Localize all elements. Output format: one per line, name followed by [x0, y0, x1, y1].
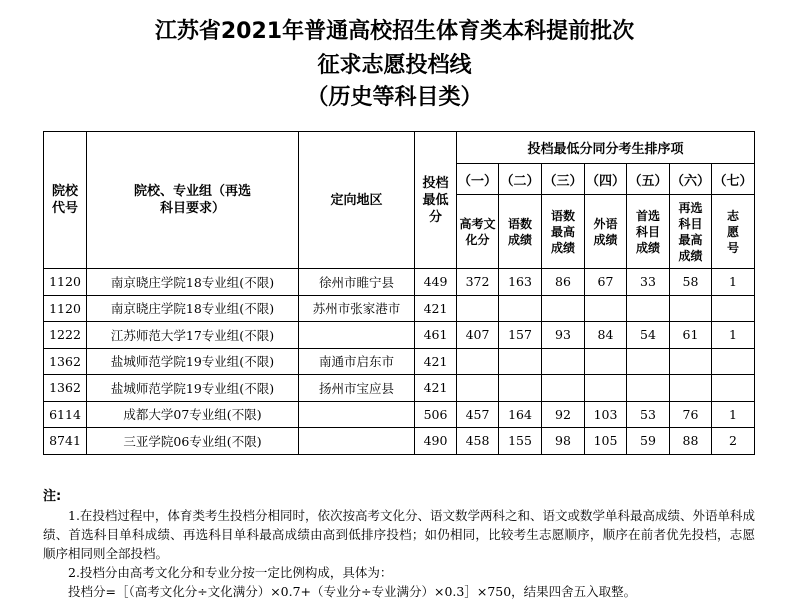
cell-score: 421 [415, 375, 457, 402]
cell-v2 [499, 295, 542, 322]
header-sub-num-4: （四） [585, 164, 627, 195]
header-tiebreak-group: 投档最低分同分考生排序项 [457, 132, 755, 164]
cell-v6 [670, 375, 712, 402]
cell-school: 盐城师范学院19专业组(不限) [87, 375, 299, 402]
cell-code: 1362 [44, 375, 87, 402]
cell-score: 449 [415, 269, 457, 296]
table-row [44, 401, 755, 428]
cell-v3: 92 [542, 401, 585, 428]
cell-code: 8741 [44, 428, 87, 455]
cell-v4: 105 [585, 428, 627, 455]
cell-region: 扬州市宝应县 [299, 375, 415, 402]
cell-score: 461 [415, 322, 457, 349]
cell-region: 徐州市睢宁县 [299, 269, 415, 296]
notes-section [43, 487, 755, 601]
header-sub-num-3: （三） [542, 164, 585, 195]
cell-score: 421 [415, 348, 457, 375]
cell-v3 [542, 375, 585, 402]
note-formula: 投档分=［（高考文化分÷文化满分）×0.7+（专业分÷专业满分）×0.3］×750，结果四舍五入取整。 [68, 584, 637, 599]
cell-score: 490 [415, 428, 457, 455]
cell-v2 [499, 375, 542, 402]
cell-v3: 93 [542, 322, 585, 349]
cell-v5 [627, 295, 670, 322]
note-1: 1.在投档过程中，体育类考生投档分相同时，依次按高考文化分、语文数学两科之和、语文或数学单科最高成绩、外语单科成绩、首选科目单科成绩、再选科目单科最高成绩由高到低排序投档；如仍相同，比较考生志愿顺序，顺序在前者优先投档，志愿顺序相同则全部投档。 [43, 508, 755, 561]
cell-v7 [712, 295, 755, 322]
cell-code: 6114 [44, 401, 87, 428]
cell-v5: 53 [627, 401, 670, 428]
header-sub-label-7: 志愿号 [712, 195, 755, 269]
table-row [44, 375, 755, 402]
cell-school: 江苏师范大学17专业组(不限) [87, 322, 299, 349]
cell-score: 421 [415, 295, 457, 322]
notes-heading: 注: [43, 489, 62, 504]
header-sub-num-5: （五） [627, 164, 670, 195]
cell-v6: 61 [670, 322, 712, 349]
cell-score: 506 [415, 401, 457, 428]
cell-school: 三亚学院06专业组(不限) [87, 428, 299, 455]
cell-region [299, 401, 415, 428]
cell-v4 [585, 295, 627, 322]
cell-v2: 164 [499, 401, 542, 428]
table-row [44, 348, 755, 375]
table-row [44, 269, 755, 296]
cell-v5 [627, 375, 670, 402]
cell-v1 [457, 295, 499, 322]
cell-v6: 88 [670, 428, 712, 455]
document-title: 江苏省2021年普通高校招生体育类本科提前批次 [154, 19, 635, 44]
cell-v6 [670, 295, 712, 322]
cell-code: 1222 [44, 322, 87, 349]
cell-school: 成都大学07专业组(不限) [87, 401, 299, 428]
cell-region: 南通市启东市 [299, 348, 415, 375]
note-2: 2.投档分由高考文化分和专业分按一定比例构成，具体为： [68, 565, 393, 580]
header-sub-label-4: 外语成绩 [585, 195, 627, 269]
cell-v3: 98 [542, 428, 585, 455]
header-sub-label-1: 高考文化分 [457, 195, 499, 269]
cell-v5: 59 [627, 428, 670, 455]
header-code: 院校代号 [44, 132, 87, 269]
cell-v4: 67 [585, 269, 627, 296]
cell-v3: 86 [542, 269, 585, 296]
cell-code: 1120 [44, 295, 87, 322]
cell-v4 [585, 348, 627, 375]
cell-school: 南京晓庄学院18专业组(不限) [87, 295, 299, 322]
cell-v2: 155 [499, 428, 542, 455]
header-sub-label-2: 语数成绩 [499, 195, 542, 269]
cell-v5: 33 [627, 269, 670, 296]
cell-v7: 1 [712, 322, 755, 349]
cell-school: 盐城师范学院19专业组(不限) [87, 348, 299, 375]
cell-v7 [712, 375, 755, 402]
header-sub-num-6: （六） [670, 164, 712, 195]
header-sub-label-5: 首选科目成绩 [627, 195, 670, 269]
cell-region [299, 322, 415, 349]
cell-v1: 372 [457, 269, 499, 296]
cell-v4: 103 [585, 401, 627, 428]
cell-v1 [457, 375, 499, 402]
header-region: 定向地区 [299, 132, 415, 269]
cell-v5 [627, 348, 670, 375]
cell-school: 南京晓庄学院18专业组(不限) [87, 269, 299, 296]
cell-v1: 457 [457, 401, 499, 428]
cell-v5: 54 [627, 322, 670, 349]
cell-v7: 1 [712, 401, 755, 428]
header-school: 院校、专业组（再选科目要求） [87, 132, 299, 269]
cell-v3 [542, 295, 585, 322]
cell-v1 [457, 348, 499, 375]
admission-score-table [43, 131, 755, 455]
cell-v6: 58 [670, 269, 712, 296]
header-sub-label-3: 语数最高成绩 [542, 195, 585, 269]
header-sub-num-1: （一） [457, 164, 499, 195]
cell-v7: 1 [712, 269, 755, 296]
document-category: （历史等科目类） [306, 85, 483, 110]
header-score: 投档最低分 [415, 132, 457, 269]
cell-v1: 458 [457, 428, 499, 455]
cell-v2 [499, 348, 542, 375]
cell-v7 [712, 348, 755, 375]
cell-code: 1362 [44, 348, 87, 375]
header-sub-num-7: （七） [712, 164, 755, 195]
header-sub-label-6: 再选科目最高成绩 [670, 195, 712, 269]
cell-v6 [670, 348, 712, 375]
table-row [44, 428, 755, 455]
cell-v1: 407 [457, 322, 499, 349]
cell-v2: 157 [499, 322, 542, 349]
header-sub-num-2: （二） [499, 164, 542, 195]
cell-v4: 84 [585, 322, 627, 349]
table-row [44, 295, 755, 322]
cell-region: 苏州市张家港市 [299, 295, 415, 322]
cell-v3 [542, 348, 585, 375]
cell-v2: 163 [499, 269, 542, 296]
cell-region [299, 428, 415, 455]
cell-code: 1120 [44, 269, 87, 296]
cell-v7: 2 [712, 428, 755, 455]
cell-v6: 76 [670, 401, 712, 428]
table-row [44, 322, 755, 349]
cell-v4 [585, 375, 627, 402]
document-subtitle: 征求志愿投档线 [317, 53, 472, 78]
